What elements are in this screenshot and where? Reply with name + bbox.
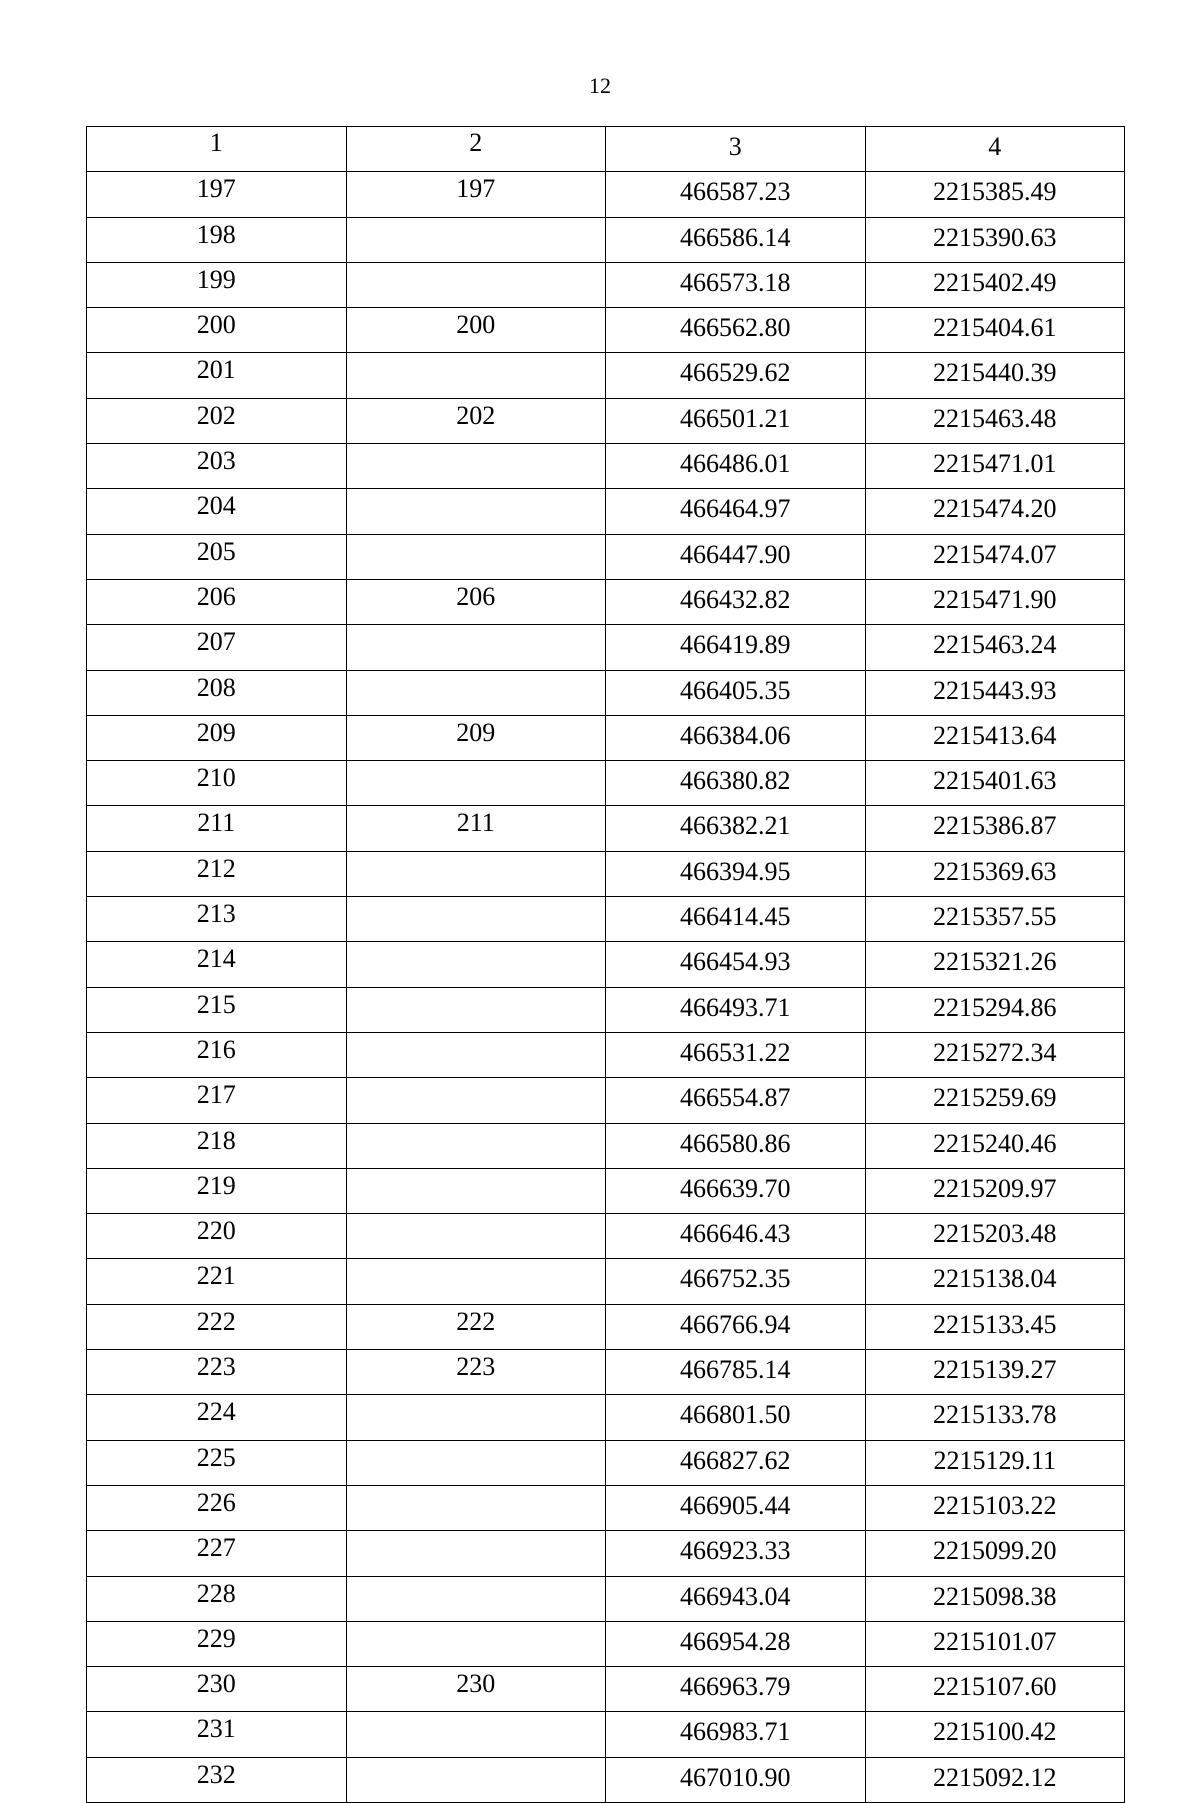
column-header-1: 1 [87, 127, 347, 172]
x-coordinate-cell: 466464.97 [606, 489, 866, 534]
y-coordinate-cell: 2215463.24 [865, 625, 1125, 670]
y-coordinate-cell: 2215471.90 [865, 579, 1125, 624]
y-coordinate-cell: 2215404.61 [865, 308, 1125, 353]
x-coordinate-cell: 466983.71 [606, 1712, 866, 1757]
x-coordinate-cell: 466785.14 [606, 1350, 866, 1395]
x-coordinate-cell: 466405.35 [606, 670, 866, 715]
marker-number-cell [346, 1259, 606, 1304]
table-row [87, 579, 1125, 624]
marker-number-cell: 223 [346, 1350, 606, 1395]
table-row [87, 1395, 1125, 1440]
y-coordinate-cell: 2215413.64 [865, 715, 1125, 760]
marker-number-cell [346, 625, 606, 670]
table-row [87, 172, 1125, 217]
table-row [87, 1485, 1125, 1530]
y-coordinate-cell: 2215369.63 [865, 851, 1125, 896]
table-row [87, 625, 1125, 670]
point-number-cell: 231 [87, 1712, 347, 1757]
x-coordinate-cell: 466963.79 [606, 1667, 866, 1712]
column-header-3: 3 [606, 127, 866, 172]
point-number-cell: 214 [87, 942, 347, 987]
table-row [87, 1214, 1125, 1259]
point-number-cell: 220 [87, 1214, 347, 1259]
point-number-cell: 204 [87, 489, 347, 534]
marker-number-cell [346, 1214, 606, 1259]
marker-number-cell [346, 353, 606, 398]
point-number-cell: 199 [87, 262, 347, 307]
y-coordinate-cell: 2215471.01 [865, 444, 1125, 489]
table-row [87, 987, 1125, 1032]
marker-number-cell [346, 1168, 606, 1213]
table-row [87, 308, 1125, 353]
table-row [87, 353, 1125, 398]
x-coordinate-cell: 466554.87 [606, 1078, 866, 1123]
point-number-cell: 210 [87, 761, 347, 806]
table-row [87, 851, 1125, 896]
y-coordinate-cell: 2215272.34 [865, 1032, 1125, 1077]
marker-number-cell [346, 942, 606, 987]
marker-number-cell [346, 1531, 606, 1576]
y-coordinate-cell: 2215099.20 [865, 1531, 1125, 1576]
x-coordinate-cell: 466580.86 [606, 1123, 866, 1168]
point-number-cell: 223 [87, 1350, 347, 1395]
marker-number-cell [346, 1576, 606, 1621]
y-coordinate-cell: 2215129.11 [865, 1440, 1125, 1485]
table-row [87, 670, 1125, 715]
table-row [87, 1667, 1125, 1712]
x-coordinate-cell: 466639.70 [606, 1168, 866, 1213]
y-coordinate-cell: 2215390.63 [865, 217, 1125, 262]
x-coordinate-cell: 466943.04 [606, 1576, 866, 1621]
marker-number-cell [346, 262, 606, 307]
x-coordinate-cell: 466454.93 [606, 942, 866, 987]
point-number-cell: 209 [87, 715, 347, 760]
page-number: 12 [589, 73, 611, 98]
marker-number-cell: 200 [346, 308, 606, 353]
y-coordinate-cell: 2215474.20 [865, 489, 1125, 534]
y-coordinate-cell: 2215139.27 [865, 1350, 1125, 1395]
table-row [87, 1531, 1125, 1576]
marker-number-cell: 211 [346, 806, 606, 851]
point-number-cell: 224 [87, 1395, 347, 1440]
point-number-cell: 225 [87, 1440, 347, 1485]
y-coordinate-cell: 2215443.93 [865, 670, 1125, 715]
y-coordinate-cell: 2215463.48 [865, 398, 1125, 443]
table-row [87, 1304, 1125, 1349]
y-coordinate-cell: 2215138.04 [865, 1259, 1125, 1304]
marker-number-cell [346, 534, 606, 579]
table-row [87, 1078, 1125, 1123]
x-coordinate-cell: 466573.18 [606, 262, 866, 307]
x-coordinate-cell: 466486.01 [606, 444, 866, 489]
point-number-cell: 227 [87, 1531, 347, 1576]
point-number-cell: 201 [87, 353, 347, 398]
y-coordinate-cell: 2215103.22 [865, 1485, 1125, 1530]
x-coordinate-cell: 466562.80 [606, 308, 866, 353]
x-coordinate-cell: 467010.90 [606, 1757, 866, 1802]
table-row [87, 1621, 1125, 1666]
x-coordinate-cell: 466493.71 [606, 987, 866, 1032]
table-row [87, 534, 1125, 579]
point-number-cell: 205 [87, 534, 347, 579]
point-number-cell: 200 [87, 308, 347, 353]
x-coordinate-cell: 466587.23 [606, 172, 866, 217]
x-coordinate-cell: 466646.43 [606, 1214, 866, 1259]
table-row [87, 1712, 1125, 1757]
marker-number-cell [346, 1078, 606, 1123]
marker-number-cell [346, 1440, 606, 1485]
marker-number-cell: 209 [346, 715, 606, 760]
point-number-cell: 232 [87, 1757, 347, 1802]
x-coordinate-cell: 466384.06 [606, 715, 866, 760]
x-coordinate-cell: 466447.90 [606, 534, 866, 579]
marker-number-cell [346, 1032, 606, 1077]
point-number-cell: 208 [87, 670, 347, 715]
coordinates-table [86, 126, 1125, 1803]
table-row [87, 715, 1125, 760]
y-coordinate-cell: 2215440.39 [865, 353, 1125, 398]
table-row [87, 806, 1125, 851]
table-row [87, 1576, 1125, 1621]
table-row [87, 1032, 1125, 1077]
point-number-cell: 215 [87, 987, 347, 1032]
marker-number-cell [346, 897, 606, 942]
x-coordinate-cell: 466501.21 [606, 398, 866, 443]
x-coordinate-cell: 466954.28 [606, 1621, 866, 1666]
point-number-cell: 202 [87, 398, 347, 443]
y-coordinate-cell: 2215092.12 [865, 1757, 1125, 1802]
marker-number-cell [346, 1485, 606, 1530]
y-coordinate-cell: 2215385.49 [865, 172, 1125, 217]
point-number-cell: 218 [87, 1123, 347, 1168]
x-coordinate-cell: 466382.21 [606, 806, 866, 851]
x-coordinate-cell: 466380.82 [606, 761, 866, 806]
point-number-cell: 229 [87, 1621, 347, 1666]
point-number-cell: 203 [87, 444, 347, 489]
point-number-cell: 207 [87, 625, 347, 670]
marker-number-cell: 197 [346, 172, 606, 217]
x-coordinate-cell: 466586.14 [606, 217, 866, 262]
x-coordinate-cell: 466801.50 [606, 1395, 866, 1440]
y-coordinate-cell: 2215107.60 [865, 1667, 1125, 1712]
marker-number-cell [346, 1757, 606, 1802]
marker-number-cell [346, 1621, 606, 1666]
point-number-cell: 216 [87, 1032, 347, 1077]
y-coordinate-cell: 2215401.63 [865, 761, 1125, 806]
y-coordinate-cell: 2215474.07 [865, 534, 1125, 579]
y-coordinate-cell: 2215386.87 [865, 806, 1125, 851]
table-row [87, 1168, 1125, 1213]
y-coordinate-cell: 2215240.46 [865, 1123, 1125, 1168]
marker-number-cell [346, 1395, 606, 1440]
y-coordinate-cell: 2215100.42 [865, 1712, 1125, 1757]
x-coordinate-cell: 466766.94 [606, 1304, 866, 1349]
y-coordinate-cell: 2215259.69 [865, 1078, 1125, 1123]
x-coordinate-cell: 466752.35 [606, 1259, 866, 1304]
y-coordinate-cell: 2215357.55 [865, 897, 1125, 942]
y-coordinate-cell: 2215133.45 [865, 1304, 1125, 1349]
x-coordinate-cell: 466905.44 [606, 1485, 866, 1530]
marker-number-cell: 230 [346, 1667, 606, 1712]
marker-number-cell [346, 851, 606, 896]
y-coordinate-cell: 2215209.97 [865, 1168, 1125, 1213]
y-coordinate-cell: 2215294.86 [865, 987, 1125, 1032]
point-number-cell: 226 [87, 1485, 347, 1530]
point-number-cell: 221 [87, 1259, 347, 1304]
y-coordinate-cell: 2215133.78 [865, 1395, 1125, 1440]
point-number-cell: 230 [87, 1667, 347, 1712]
y-coordinate-cell: 2215321.26 [865, 942, 1125, 987]
point-number-cell: 197 [87, 172, 347, 217]
marker-number-cell [346, 489, 606, 534]
marker-number-cell [346, 761, 606, 806]
marker-number-cell [346, 217, 606, 262]
point-number-cell: 211 [87, 806, 347, 851]
y-coordinate-cell: 2215101.07 [865, 1621, 1125, 1666]
point-number-cell: 228 [87, 1576, 347, 1621]
point-number-cell: 198 [87, 217, 347, 262]
x-coordinate-cell: 466432.82 [606, 579, 866, 624]
point-number-cell: 206 [87, 579, 347, 624]
x-coordinate-cell: 466529.62 [606, 353, 866, 398]
table-row [87, 444, 1125, 489]
point-number-cell: 213 [87, 897, 347, 942]
table-row [87, 942, 1125, 987]
table-row [87, 897, 1125, 942]
table-row [87, 761, 1125, 806]
x-coordinate-cell: 466531.22 [606, 1032, 866, 1077]
marker-number-cell: 206 [346, 579, 606, 624]
y-coordinate-cell: 2215098.38 [865, 1576, 1125, 1621]
table-header-row [87, 127, 1125, 172]
marker-number-cell: 202 [346, 398, 606, 443]
table-row [87, 398, 1125, 443]
table-row [87, 1259, 1125, 1304]
x-coordinate-cell: 466827.62 [606, 1440, 866, 1485]
marker-number-cell [346, 1123, 606, 1168]
table-row [87, 1350, 1125, 1395]
marker-number-cell [346, 1712, 606, 1757]
table-row [87, 489, 1125, 534]
column-header-4: 4 [865, 127, 1125, 172]
y-coordinate-cell: 2215203.48 [865, 1214, 1125, 1259]
x-coordinate-cell: 466414.45 [606, 897, 866, 942]
point-number-cell: 217 [87, 1078, 347, 1123]
marker-number-cell: 222 [346, 1304, 606, 1349]
table-row [87, 1757, 1125, 1802]
x-coordinate-cell: 466419.89 [606, 625, 866, 670]
marker-number-cell [346, 444, 606, 489]
x-coordinate-cell: 466923.33 [606, 1531, 866, 1576]
table-row [87, 262, 1125, 307]
marker-number-cell [346, 670, 606, 715]
marker-number-cell [346, 987, 606, 1032]
table-row [87, 1123, 1125, 1168]
point-number-cell: 222 [87, 1304, 347, 1349]
column-header-2: 2 [346, 127, 606, 172]
y-coordinate-cell: 2215402.49 [865, 262, 1125, 307]
point-number-cell: 212 [87, 851, 347, 896]
x-coordinate-cell: 466394.95 [606, 851, 866, 896]
table-row [87, 1440, 1125, 1485]
point-number-cell: 219 [87, 1168, 347, 1213]
table-row [87, 217, 1125, 262]
